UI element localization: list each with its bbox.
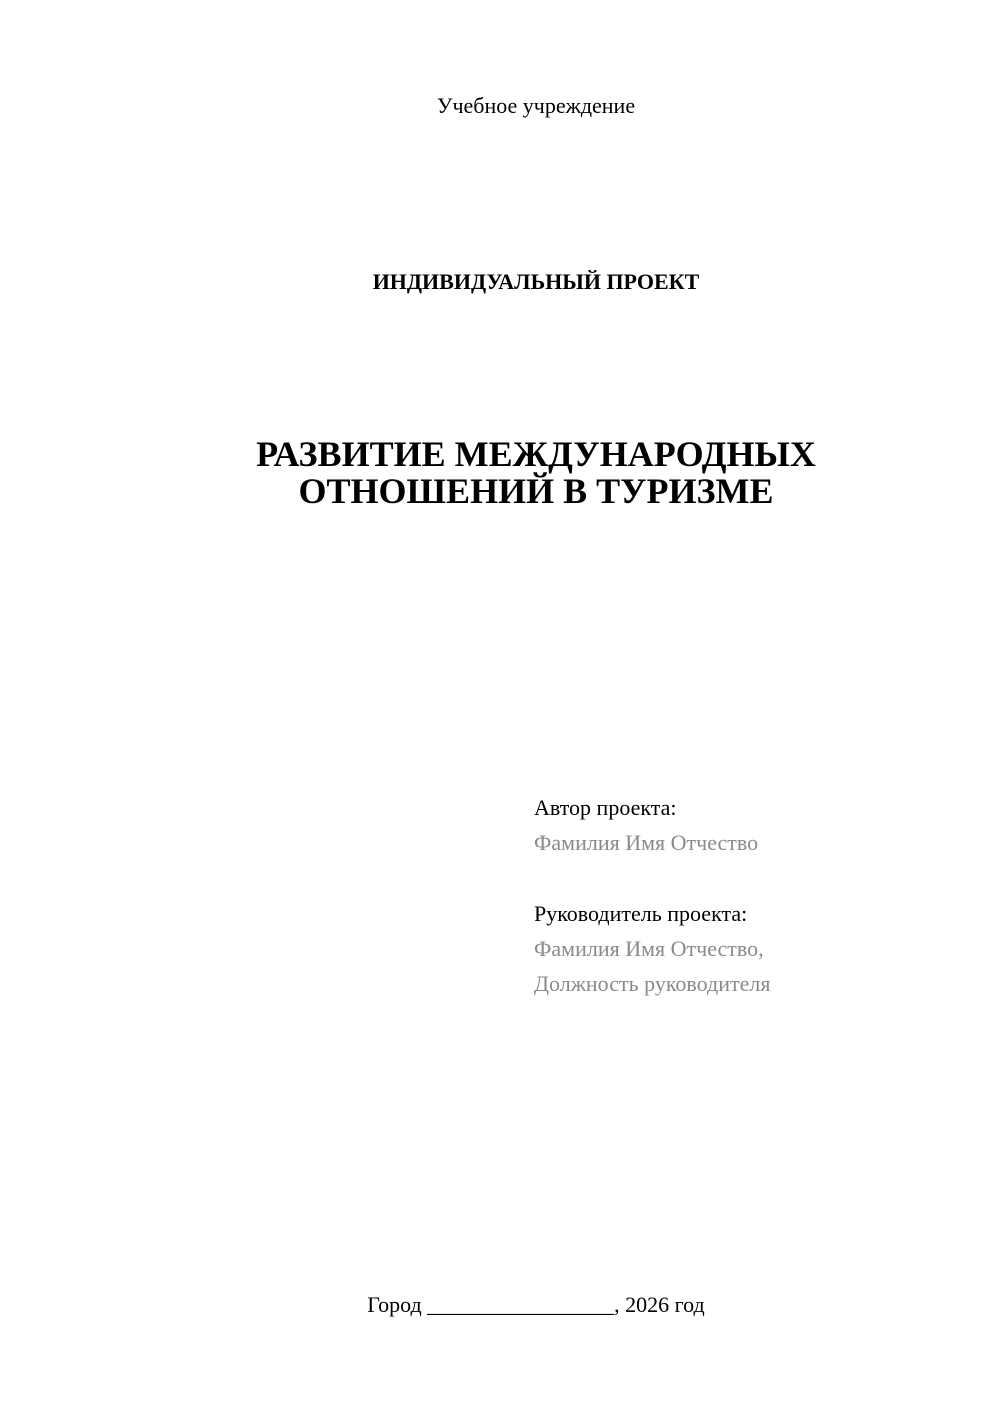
author-name: Фамилия Имя Отчество [534,830,759,855]
project-title-line-1: РАЗВИТИЕ МЕЖДУНАРОДНЫХ [256,434,816,474]
project-title-line-2: ОТНОШЕНИЙ В ТУРИЗМЕ [298,471,774,511]
supervisor-name: Фамилия Имя Отчество, [534,936,764,961]
supervisor-label: Руководитель проекта: [534,901,748,926]
city-year-footer: Город _________________, 2026 год [367,1292,705,1317]
author-label: Автор проекта: [534,795,677,820]
project-type-heading: ИНДИВИДУАЛЬНЫЙ ПРОЕКТ [372,269,700,294]
project-info-block [534,790,964,1001]
institution-name: Учебное учреждение [436,93,636,118]
info-spacer [534,860,964,896]
supervisor-position: Должность руководителя [534,971,771,996]
project-title [0,436,1000,510]
